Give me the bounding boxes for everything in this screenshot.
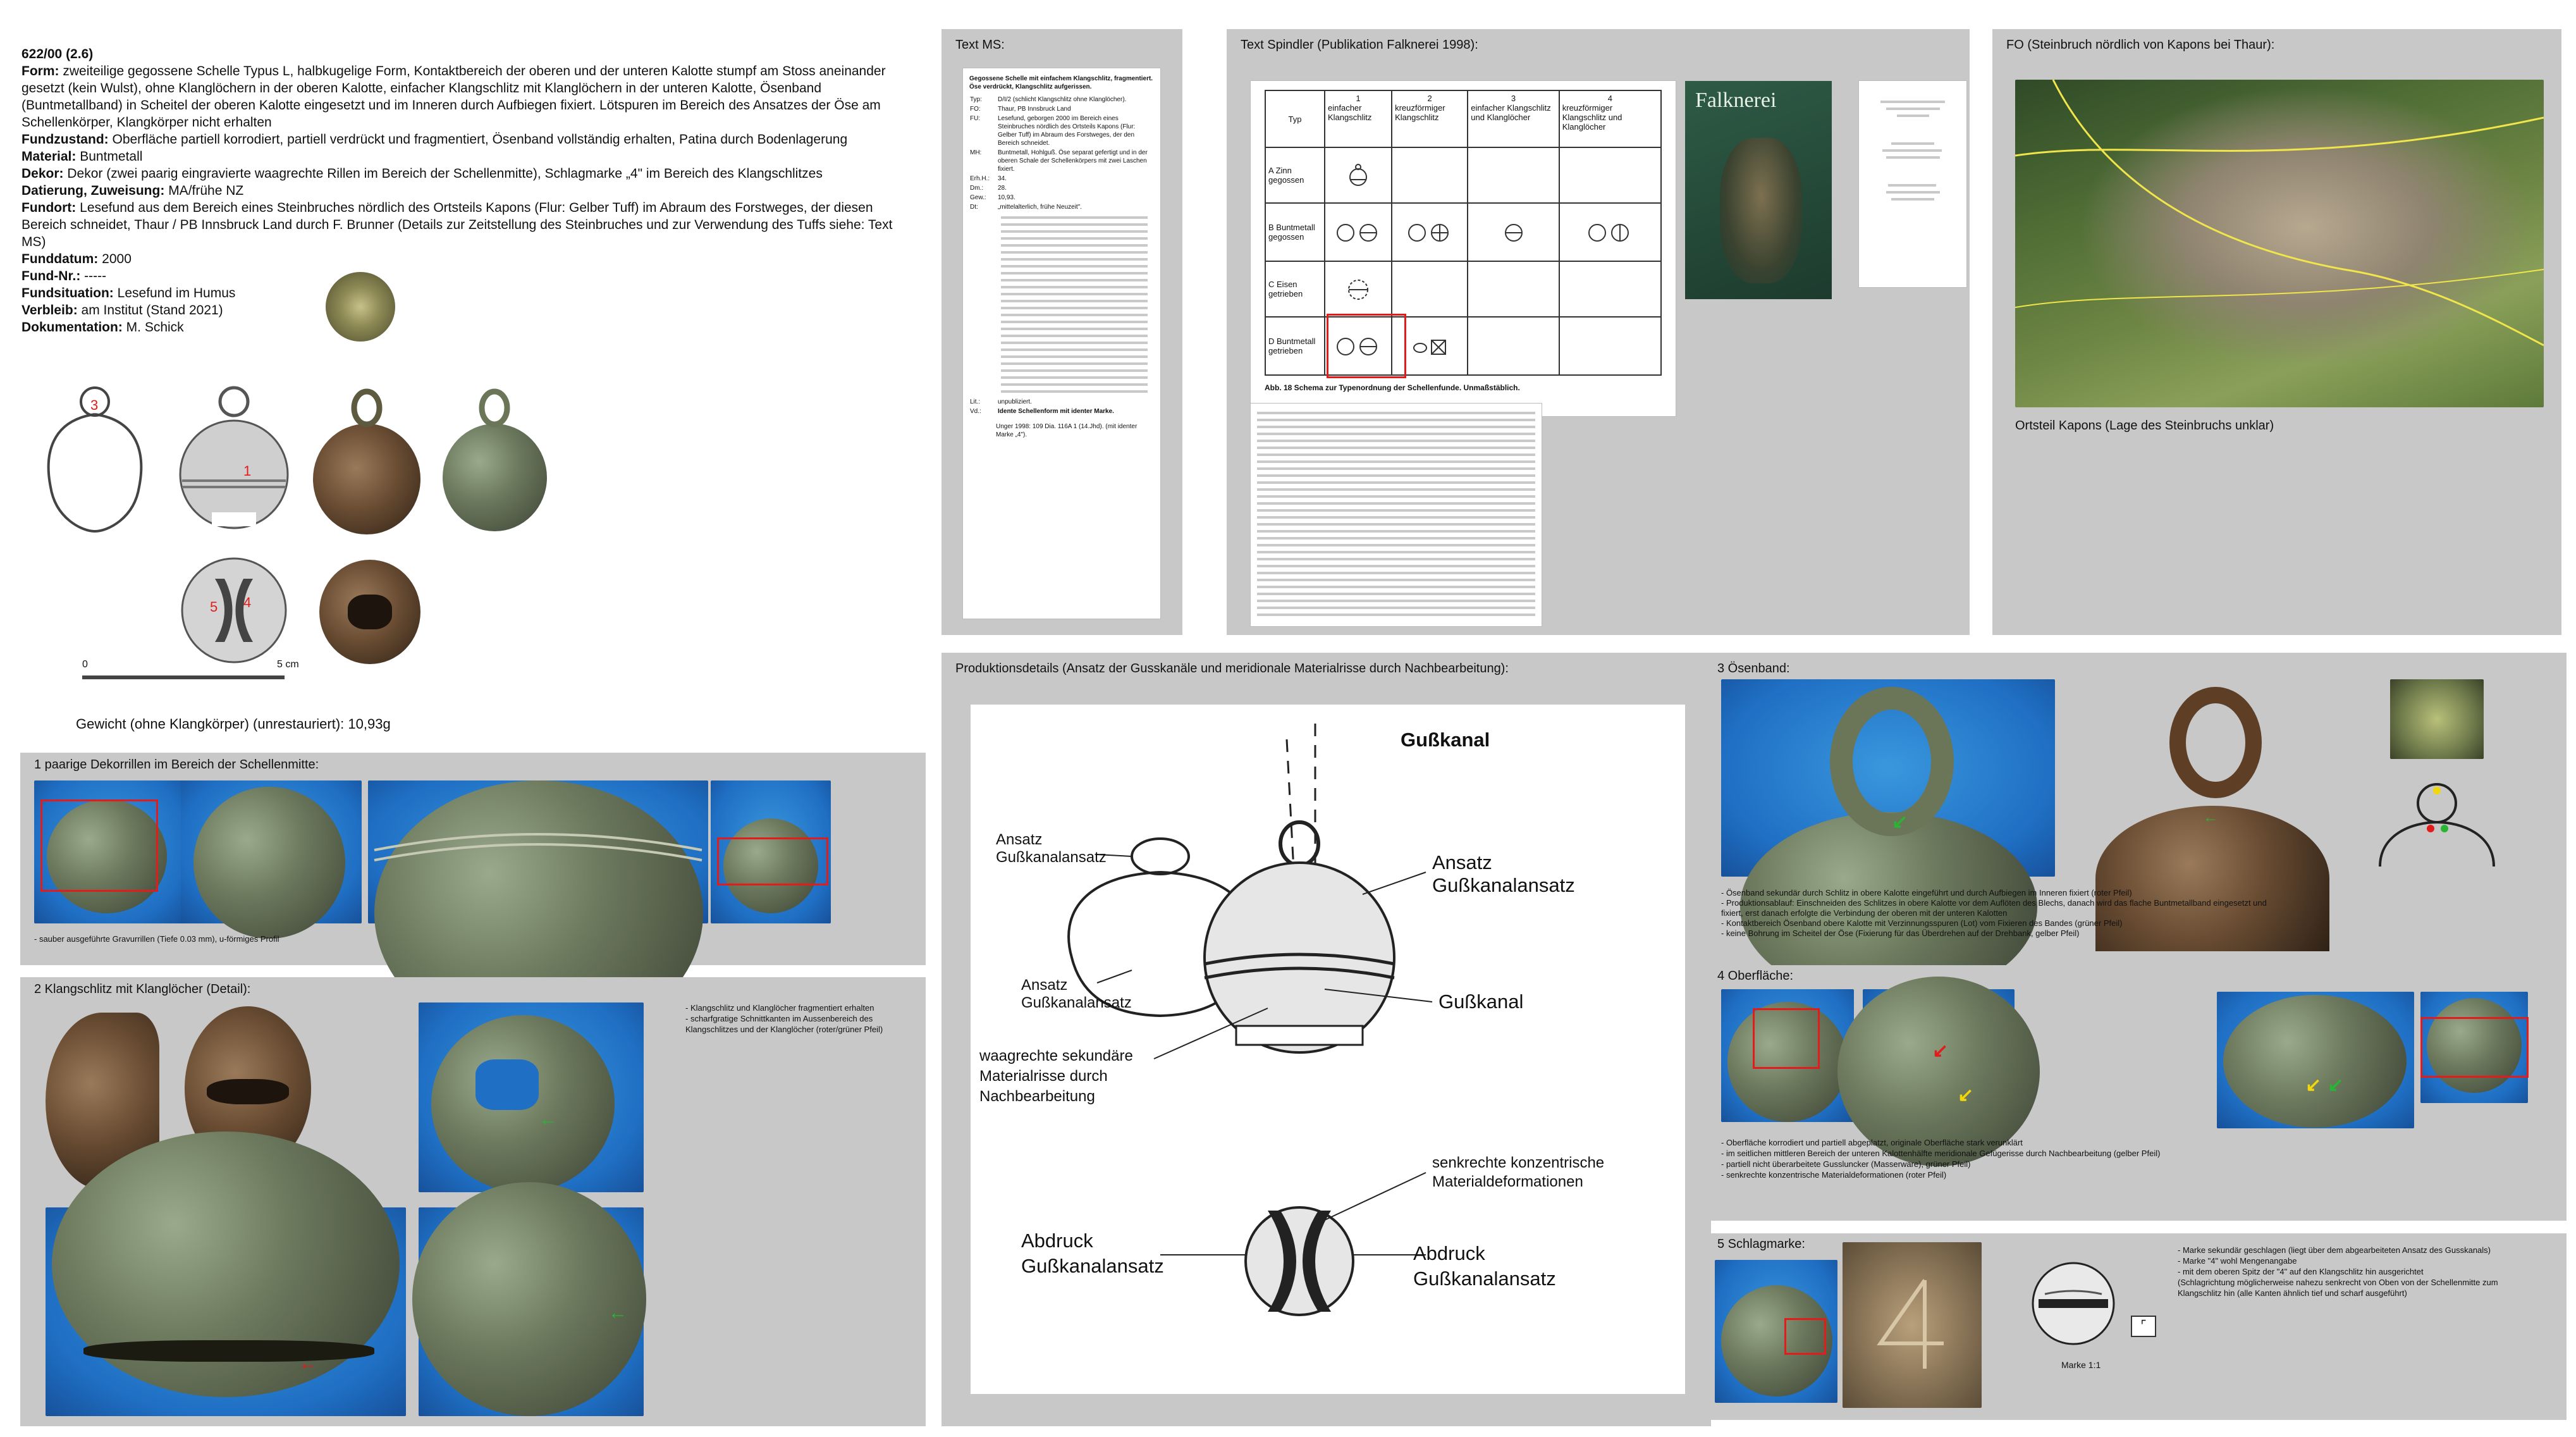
green-arrow-icon: ↙	[1892, 811, 1908, 832]
loop-section-drawing	[2374, 778, 2500, 873]
panel-2-photo-3	[419, 1002, 644, 1192]
mark-scale-icon: ⌜	[2131, 1316, 2156, 1337]
panel-2-notes	[685, 1002, 883, 1035]
panel-1-dekorrillen	[20, 753, 926, 965]
bottom-drawing	[177, 553, 291, 667]
title-page-lines	[1859, 81, 1966, 200]
bell-slot	[207, 1079, 289, 1104]
fo-caption: Ortsteil Kapons (Lage des Steinbruchs unklar)	[2015, 419, 2274, 433]
bell-photo-front	[313, 424, 420, 534]
text-ms-table-2	[969, 397, 1154, 416]
spindler-text-page	[1251, 404, 1542, 626]
panel-5-photo-1	[1715, 1260, 1837, 1403]
scale-zero: 0	[82, 659, 88, 670]
panel-production	[941, 653, 1711, 1426]
text-ms-table	[969, 95, 1154, 212]
panel-5-title: 5 Schlagmarke:	[1717, 1237, 1805, 1251]
panel-5-photo-2	[1843, 1242, 1982, 1408]
panel-2-photo-4	[46, 1207, 406, 1416]
panel-4-note: - im seitlichen mittleren Bereich der unteren Kalottenhälfte meridionale Gefügerisse durch Nachbearbeitung (gelber Pfeil)	[1721, 1149, 2161, 1158]
book-cover	[1685, 81, 1832, 299]
panel-2-klangschlitz	[20, 977, 926, 1426]
panel-1-title: 1 paarige Dekorrillen im Bereich der Schellenmitte:	[34, 758, 319, 772]
panel-1-photo-4	[711, 780, 831, 923]
panel-3-photo-1	[1721, 679, 2055, 877]
text-ms-row: FU: Lesefund, geborgen 2000 im Bereich eines Steinbruches nördlich des Ortsteils Kapons (Flur: Gelber Tuff) im Abraum des Forstweges, der den Bereich schneidet.	[970, 115, 1136, 147]
spindler-row-c: C Eisen getrieben	[1265, 261, 1325, 317]
map-roads	[2015, 80, 2544, 407]
spindler-col-2: 2 kreuzförmiger Klangschlitz	[1392, 90, 1468, 147]
object-id: 622/00 (2.6)	[21, 47, 94, 61]
yellow-arrow-icon: ↙	[2305, 1075, 2322, 1095]
panel-3-photo-3	[2390, 679, 2484, 759]
spindler-scheme	[1251, 81, 1676, 416]
aerial-map	[2015, 80, 2544, 407]
panel-1-photo-3	[368, 780, 708, 923]
spindler-row-a: A Zinn gegossen	[1265, 147, 1325, 203]
fundsituation-text: Lesefund im Humus	[117, 286, 236, 300]
panel-1-note: - sauber ausgeführte Gravurrillen (Tiefe 0.03 mm), u-förmiges Profil	[34, 934, 279, 944]
panel-4-oberflaeche	[1703, 965, 2567, 1221]
panel-5-schlagmarke	[1703, 1233, 2567, 1420]
panel-2-note: Klangschlitzes und der Klanglöcher (roter/grüner Pfeil)	[685, 1025, 883, 1034]
green-arrow-icon: ←	[2203, 809, 2218, 826]
bell-scheme-icon	[1585, 219, 1635, 244]
scale-bar	[82, 675, 285, 679]
fundzustand-label: Fundzustand:	[21, 132, 109, 147]
panel-3-oesenband	[1703, 653, 2567, 977]
label-abdruck-right: Abdruck Gußkanalansatz	[1413, 1242, 1556, 1290]
text-ms-document	[963, 68, 1160, 619]
panel-3-note: - Ösenband sekundär durch Schlitz in obere Kalotte eingeführt und durch Aufbiegen im Inneren fixiert (roter Pfeil)	[1721, 888, 2132, 897]
bell-image	[193, 787, 345, 939]
fundort-label: Fundort:	[21, 200, 77, 215]
datierung-label: Datierung, Zuweisung:	[21, 183, 165, 198]
material-text: Buntmetall	[80, 149, 143, 164]
panel-1-photo-1	[34, 780, 187, 923]
bell-opening	[475, 1059, 539, 1110]
bell-image	[2223, 995, 2407, 1128]
panel-fo-title: FO (Steinbruch nördlich von Kapons bei Thaur):	[2006, 38, 2275, 52]
panel-2-note: - Klangschlitz und Klanglöcher fragmentiert erhalten	[685, 1003, 874, 1013]
panel-production-title: Produktionsdetails (Ansatz der Gusskanäle und meridionale Materialrisse durch Nachbearbeitung):	[955, 662, 1509, 675]
bell-photo-side-loop	[475, 386, 513, 430]
bell-scheme-icon	[1408, 333, 1452, 358]
bell-scheme-icon	[1404, 219, 1455, 244]
bell-photo-bottom-slot	[348, 595, 392, 629]
highlight-box	[40, 799, 158, 892]
panel-5-note: - Marke "4" wohl Mengenangabe	[2178, 1256, 2297, 1266]
panel-spindler-title: Text Spindler (Publikation Falknerei 1998):	[1241, 38, 1478, 52]
label-gusskanal-top: Gußkanal	[1401, 729, 1490, 751]
form-label: Form:	[21, 64, 59, 78]
text-ms-footer: Unger 1998: 109 Dia. 116A 1 (14.Jhd). (mit identer Marke „4").	[996, 423, 1138, 438]
panel-fo	[1992, 29, 2561, 635]
spindler-caption: Abb. 18 Schema zur Typenordnung der Schellenfunde. Unmaßstäblich.	[1265, 383, 1520, 392]
text-ms-heading: Gegossene Schelle mit einfachem Klangschlitz, fragmentiert. Öse verdrückt, Klangschlitz aufgerissen.	[969, 75, 1153, 90]
highlight-box	[2420, 1017, 2529, 1078]
funddatum-label: Funddatum:	[21, 252, 99, 266]
bell-scheme-icon	[1501, 219, 1526, 244]
object-plate	[25, 266, 443, 734]
spindler-row-b: B Buntmetall gegossen	[1265, 203, 1325, 261]
bell-scheme-icon	[1346, 162, 1371, 187]
label-ansatz-big: Ansatz Gußkanalansatz	[1432, 851, 1575, 896]
text-ms-row: Dt: „mittelalterlich, frühe Neuzeit".	[970, 204, 1083, 211]
panel-4-title: 4 Oberfläche:	[1717, 969, 1794, 983]
fundsituation-label: Fundsituation:	[21, 286, 114, 300]
panel-2-note: - scharfgratige Schnittkanten im Aussenbereich des	[685, 1014, 873, 1023]
book-bird-image	[1720, 138, 1802, 283]
panel-4-note: - partiell nicht überarbeitete Gussluncker (Masserware), grüner Pfeil)	[1721, 1159, 1971, 1169]
label-ansatz-small-top: Ansatz Gußkanalansatz	[996, 831, 1107, 866]
datierung-text: MA/frühe NZ	[168, 183, 244, 198]
green-arrow-icon: ↙	[2328, 1075, 2344, 1095]
panel-spindler	[1227, 29, 1970, 635]
spindler-col-3: 3 einfacher Klangschlitz und Klanglöcher	[1468, 90, 1559, 147]
verbleib-label: Verbleib:	[21, 303, 78, 318]
dekor-label: Dekor:	[21, 166, 64, 181]
text-ms-row: Vd.: Idente Schellenform mit identer Marke.	[970, 408, 1114, 415]
dekor-text: Dekor (zwei paarig eingravierte waagrechte Rillen im Bereich der Schellenmitte), Schlagmarke „4" im Bereich des Klangschlitzes	[67, 166, 823, 181]
fundnr-text: -----	[84, 269, 107, 283]
label-senkrechte: senkrechte konzentrische Materialdeformationen	[1432, 1154, 1605, 1190]
production-drawing	[971, 705, 1685, 1394]
text-ms-row: FO: Thaur, PB Innsbruck Land	[970, 106, 1071, 113]
panel-5-note: (Schlagrichtung möglicherweise nahezu senkrecht von Oben von der Schellenmitte zum	[2178, 1278, 2498, 1287]
label-risse: waagrechte sekundäre Materialrisse durch Nachbearbeitung	[979, 1047, 1133, 1105]
yellow-arrow-icon: ↙	[1958, 1085, 1974, 1106]
marker-4: 4	[243, 595, 252, 610]
panel-4-photo-2	[1863, 989, 2015, 1127]
fundort-text: Lesefund aus dem Bereich eines Steinbruches nördlich des Ortsteils Kapons (Flur: Gelber Tuff) im Abraum des Forstweges, der diesen Bereich schneidet, Thaur / PB Innsbruck Land durch F. Brunner (Details zur Zeitstellung des Steinbruches und zur Verwendung des Tuffs siehe: Text MS)	[21, 200, 893, 249]
marker-1: 1	[243, 463, 252, 479]
loop-image	[2159, 686, 2272, 812]
panel-3-notes	[1721, 888, 2267, 939]
fundzustand-text: Oberfläche partiell korrodiert, partiell verdrückt und fragmentiert, Ösenband vollständig erhalten, Patina durch Bodenlagerung	[112, 132, 848, 147]
material-label: Material:	[21, 149, 77, 164]
weight-label: Gewicht (ohne Klangkörper) (unrestauriert): 10,93g	[76, 716, 391, 732]
text-ms-row: Typ: D/I/2 (schlicht Klangschlitz ohne Klanglöcher).	[970, 96, 1127, 103]
panel-1-photo-2	[181, 780, 362, 923]
panel-4-note: - senkrechte konzentrische Materialdeformationen (roter Pfeil)	[1721, 1170, 1947, 1180]
bell-photo-side	[443, 424, 547, 531]
red-arrow-icon: ←	[298, 1353, 317, 1374]
panel-4-photo-3	[2217, 992, 2414, 1128]
bell-photo-front-loop	[348, 386, 386, 430]
text-ms-row: Gew.: 10,93.	[970, 194, 1015, 201]
panel-5-notes	[2178, 1245, 2498, 1298]
panel-3-note: - Kontaktbereich Ösenband obere Kalotte mit Verzinnungsspuren (Lot) vom Fixieren des Bandes (grüner Pfeil)	[1721, 918, 2123, 928]
panel-3-photo-2	[2095, 679, 2329, 877]
panel-5-note: - mit dem oberen Spitz der "4" auf den Klangschlitz hin ausgerichtet	[2178, 1267, 2424, 1276]
mark-drawing	[2026, 1256, 2121, 1351]
grooves-overlay	[368, 780, 708, 923]
panel-4-notes	[1721, 1137, 2160, 1180]
panel-3-note: - keine Bohrung im Scheitel der Öse (Fixierung für das Überdrehen auf der Drehbank, gelber Pfeil)	[1721, 928, 2080, 938]
label-ansatz-small-bottom: Ansatz Gußkanalansatz	[1021, 977, 1132, 1011]
spindler-row-d: D Buntmetall getrieben	[1265, 317, 1325, 375]
text-ms-row: Erh.H.: 34.	[970, 175, 1007, 182]
spindler-text-lines	[1251, 404, 1542, 616]
text-ms-row: MH: Buntmetall, Hohlguß. Öse separat gefertigt und in der oberen Schale der Schellenkörpers mit zwei Laschen fixiert.	[970, 149, 1148, 173]
book-title: Falknerei	[1695, 89, 1777, 112]
spindler-typ-header: Typ	[1265, 90, 1325, 147]
marker-5: 5	[210, 599, 218, 615]
bell-image	[412, 1182, 646, 1416]
funddatum-text: 2000	[102, 252, 132, 266]
text-ms-body-lines	[995, 216, 1154, 393]
marker-3: 3	[90, 397, 99, 413]
top-view-photo	[326, 272, 395, 342]
highlight-box	[1753, 1008, 1820, 1069]
label-abdruck-left: Abdruck Gußkanalansatz	[1021, 1230, 1164, 1277]
highlight-box	[1327, 314, 1406, 378]
scale-five: 5 cm	[277, 659, 299, 670]
bell-scheme-icon	[1342, 274, 1374, 302]
panel-3-title: 3 Ösenband:	[1717, 662, 1790, 675]
verbleib-text: am Institut (Stand 2021)	[81, 303, 223, 318]
dokumentation-label: Dokumentation:	[21, 320, 123, 335]
panel-4-photo-1	[1721, 989, 1854, 1122]
bell-scheme-icon	[1333, 219, 1383, 244]
fundnr-label: Fund-Nr.:	[21, 269, 81, 283]
front-drawing	[177, 386, 291, 544]
panel-5-note: Klangschlitz hin (alle Kanten ähnlich tief und scharf ausgeführt)	[2178, 1288, 2407, 1298]
highlight-box	[717, 837, 828, 885]
panel-2-photo-5	[419, 1207, 644, 1416]
text-ms-row: Dm.: 28.	[970, 185, 1007, 192]
bell-glyph-cell	[1325, 147, 1392, 203]
label-gusskanal-mid: Gußkanal	[1438, 990, 1524, 1013]
dokumentation-text: M. Schick	[126, 320, 184, 335]
text-ms-row: Lit.: unpubliziert.	[970, 398, 1032, 405]
spindler-col-4: 4 kreuzförmiger Klangschlitz und Klanglöcher	[1559, 90, 1661, 147]
form-text: zweiteilige gegossene Schelle Typus L, halbkugelige Form, Kontaktbereich der oberen und der unteren Kalotte stumpf am Stoss aneinander gesetzt (kein Wulst), ohne Klanglöchern in der oberen Kalotte, einfacher Klangschlitz mit Klanglöchern in der unteren Kalotte, Ösenband (Buntmetallband) in Scheitel der oberen Kalotte eingesetzt und im Inneren durch Aufbiegen fixiert. Lötspuren im Bereich des Ansatzes der Öse am Schellenkörper, Klangkörper nicht erhalten	[21, 64, 886, 130]
bell-slot	[83, 1340, 374, 1362]
mark-4-detail	[1868, 1274, 1956, 1375]
red-arrow-icon: ↙	[1932, 1040, 1949, 1061]
panel-3-note: fixiert, erst danach erfolgte die Verbindung der oberen mit der unteren Kalotten	[1721, 908, 2008, 918]
book-title-page	[1859, 81, 1966, 287]
panel-4-note: - Oberfläche korrodiert und partiell abgeplatzt, originale Oberfläche stark verunklärt	[1721, 1138, 2023, 1147]
panel-3-note: - Produktionsablauf: Einschneiden des Schlitzes in obere Kalotte vor dem Auflöten des Blechs, danach wird das flache Buntmetallband eingesetzt und	[1721, 898, 2267, 908]
panel-text-ms	[941, 29, 1182, 635]
spindler-table	[1265, 90, 1662, 376]
mark-caption: Marke 1:1	[2061, 1360, 2101, 1370]
green-arrow-icon: ←	[539, 1109, 558, 1130]
spindler-col-1: 1 einfacher Klangschlitz	[1325, 90, 1392, 147]
panel-text-ms-title: Text MS:	[955, 38, 1005, 52]
highlight-box	[1784, 1318, 1826, 1355]
green-arrow-icon: ←	[608, 1302, 627, 1323]
panel-4-photo-4	[2420, 992, 2528, 1103]
panel-2-title: 2 Klangschlitz mit Klanglöcher (Detail):	[34, 982, 251, 996]
panel-5-note: - Marke sekundär geschlagen (liegt über dem abgearbeiteten Ansatz des Gusskanals)	[2178, 1245, 2491, 1255]
